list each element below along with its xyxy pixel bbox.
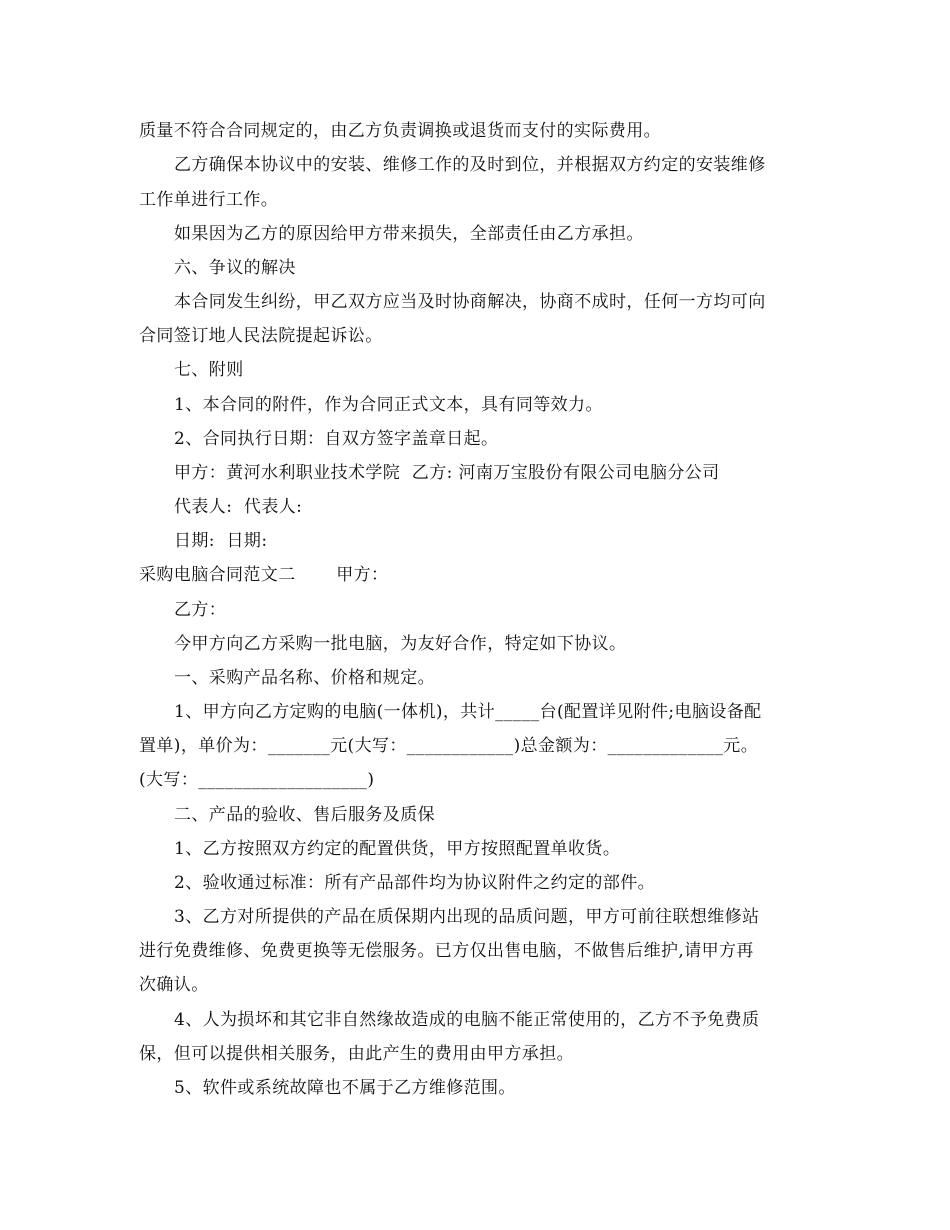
paragraph-line: 合同签订地人民法院提起诉讼。	[139, 326, 383, 346]
paragraph-line: 1、乙方按照双方约定的配置供货，甲方按照配置单收货。	[174, 839, 621, 859]
party-line: 乙方：	[174, 600, 227, 620]
paragraph-line: 保，但可以提供相关服务，由此产生的费用由甲方承担。	[139, 1044, 574, 1064]
representative-line: 代表人: 代表人:	[174, 497, 303, 517]
paragraph-line: 乙方确保本协议中的安装、维修工作的及时到位，并根据双方约定的安装维修	[174, 155, 766, 175]
party-line: 甲方：黄河水利职业技术学院 乙方: 河南万宝股份有限公司电脑分公司	[174, 463, 720, 483]
paragraph-line: 2、验收通过标准：所有产品部件均为协议附件之约定的部件。	[174, 873, 656, 893]
paragraph-line: 4、人为损坏和其它非自然缘故造成的电脑不能正常使用的，乙方不予免费质	[174, 1010, 760, 1030]
section-heading: 二、产品的验收、售后服务及质保	[174, 805, 435, 825]
paragraph-line: 质量不符合合同规定的，由乙方负责调换或退货而支付的实际费用。	[139, 121, 661, 141]
section-heading: 六、争议的解决	[174, 258, 296, 278]
paragraph-line: 1、甲方向乙方定购的电脑(一体机)，共计_____台(配置详见附件;电脑设备配	[174, 702, 762, 722]
paragraph-line: 2、合同执行日期：自双方签字盖章日起。	[174, 429, 499, 449]
paragraph-line: 进行免费维修、免费更换等无偿服务。已方仅出售电脑，不做售后维护,请甲方再	[139, 941, 754, 961]
paragraph-line: 置单)，单价为：_______元(大写：____________)总金额为：_____________元。	[139, 736, 759, 756]
section-heading: 七、附则	[174, 360, 244, 380]
paragraph-line: (大写：___________________)	[139, 770, 375, 790]
paragraph-line: 工作单进行工作。	[139, 190, 279, 210]
section-heading: 一、采购产品名称、价格和规定。	[174, 668, 435, 688]
paragraph-line: 今甲方向乙方采购一批电脑，为友好合作，特定如下协议。	[174, 634, 627, 654]
paragraph-line: 5、软件或系统故障也不属于乙方维修范围。	[174, 1078, 516, 1098]
paragraph-line: 如果因为乙方的原因给甲方带来损失，全部责任由乙方承担。	[174, 224, 644, 244]
paragraph-line: 本合同发生纠纷，甲乙双方应当及时协商解决，协商不成时，任何一方均可向	[174, 292, 766, 312]
contract-title-line: 采购电脑合同范文二 甲方：	[139, 565, 389, 585]
paragraph-line: 3、乙方对所提供的产品在质保期内出现的品质问题，甲方可前往联想维修站	[174, 907, 760, 927]
paragraph-line: 1、本合同的附件，作为合同正式文本，具有同等效力。	[174, 395, 603, 415]
paragraph-line: 次确认。	[139, 975, 209, 995]
date-line: 日期: 日期:	[174, 531, 268, 551]
